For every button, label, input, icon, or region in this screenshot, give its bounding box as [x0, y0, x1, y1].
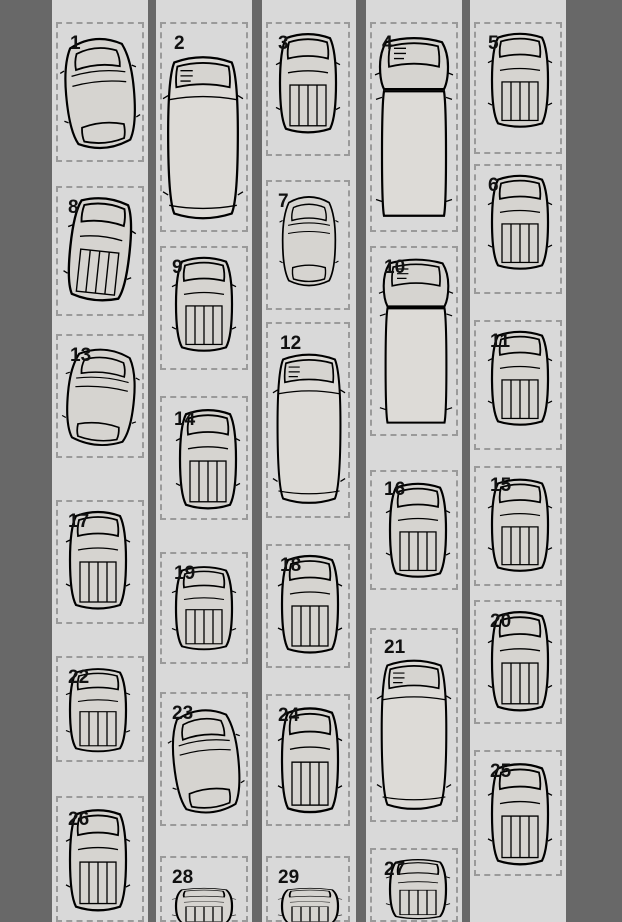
stall-label-11: 11: [490, 331, 511, 352]
stall-label-22: 22: [68, 667, 90, 688]
stall-label-9: 9: [172, 257, 183, 278]
stall-label-14: 14: [174, 409, 196, 430]
stall-label-15: 15: [490, 475, 512, 496]
stall-label-25: 25: [490, 761, 512, 782]
stall-label-24: 24: [278, 705, 300, 726]
vehicle-van-stall-2[interactable]: [162, 50, 244, 226]
stall-label-6: 6: [488, 175, 499, 196]
stall-label-21: 21: [384, 637, 406, 658]
stall-label-5: 5: [488, 33, 499, 54]
vehicle-car-stall-1[interactable]: [55, 25, 146, 159]
stall-label-12: 12: [280, 333, 302, 354]
stall-label-27: 27: [384, 859, 406, 880]
stall-label-18: 18: [280, 555, 302, 576]
stall-label-7: 7: [278, 191, 289, 212]
vehicle-van-stall-21[interactable]: [376, 654, 452, 816]
stall-label-3: 3: [278, 33, 289, 54]
stall-label-10: 10: [384, 257, 406, 278]
stall-label-20: 20: [490, 611, 512, 632]
stall-label-4: 4: [382, 33, 393, 54]
stall-label-13: 13: [70, 345, 92, 366]
stall-label-19: 19: [174, 563, 196, 584]
stall-label-1: 1: [70, 33, 81, 54]
vehicle-van-stall-12[interactable]: [272, 348, 346, 510]
vehicle-truck-stall-10[interactable]: [378, 254, 454, 432]
stall-label-17: 17: [68, 511, 90, 532]
stall-label-2: 2: [174, 33, 185, 54]
stall-label-26: 26: [68, 809, 90, 830]
stall-label-23: 23: [172, 703, 194, 724]
stall-label-8: 8: [68, 197, 79, 218]
stall-label-16: 16: [384, 479, 406, 500]
vehicle-truck-stall-4[interactable]: [374, 32, 454, 226]
stall-label-29: 29: [278, 867, 300, 888]
stall-label-28: 28: [172, 867, 194, 888]
vehicle-suv-stall-28[interactable]: [172, 886, 236, 922]
vehicle-suv-stall-29[interactable]: [278, 886, 342, 922]
